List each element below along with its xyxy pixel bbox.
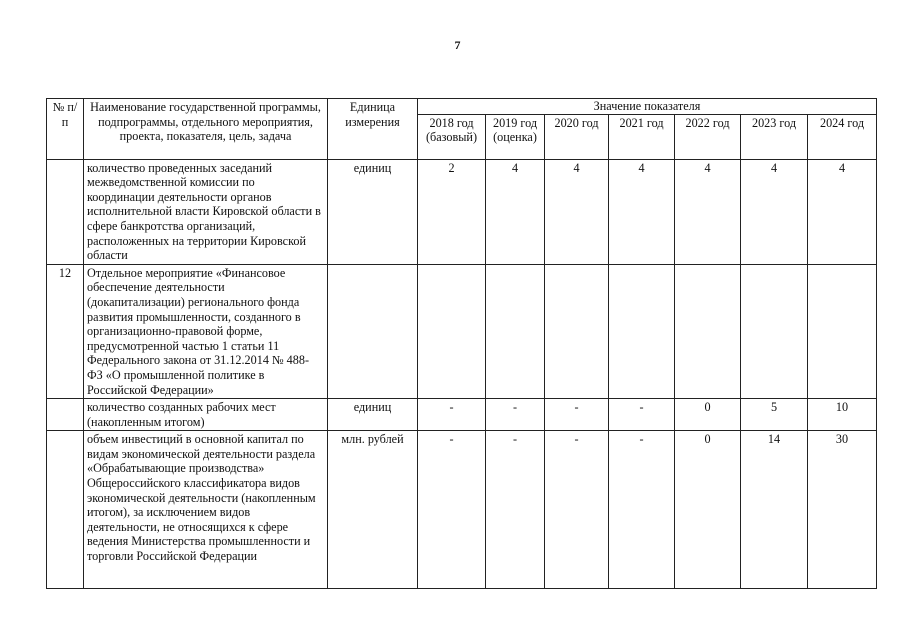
row-unit: млн. рублей [328,431,418,589]
row-value: 2 [418,159,486,264]
row-value: - [609,399,675,431]
header-year-2021: 2021 год [609,114,675,159]
row-value: 14 [741,431,808,589]
row-value: 4 [808,159,877,264]
row-value: - [545,431,609,589]
header-year-2018 [418,114,486,159]
row-num [47,159,84,264]
row-value: 0 [675,399,741,431]
year-note: (базовый) [425,130,478,145]
header-num: № п/п [47,99,84,160]
year-note: (оценка) [493,130,537,145]
header-year-2019 [486,114,545,159]
row-value: - [418,431,486,589]
row-name: Отдельное мероприятие «Финансовое обеспечение деятельности (докапитализации) регионального фонда развития промышленности, созданного в организационно-правовой форме, предусмотренной частью 1 статьи 11 Федерального закона от 31.12.2014 № 488-ФЗ «О промышленной политике в Российской Федерации» [84,264,328,398]
row-value [675,264,741,398]
header-unit: Единица измерения [328,99,418,160]
row-unit: единиц [328,159,418,264]
header-year-2024: 2024 год [808,114,877,159]
row-value: 4 [741,159,808,264]
row-value [808,264,877,398]
row-value: 30 [808,431,877,589]
row-num: 12 [47,264,84,398]
header-year-2022: 2022 год [675,114,741,159]
row-value: 10 [808,399,877,431]
row-num [47,431,84,589]
row-num [47,399,84,431]
row-value [486,264,545,398]
table-row [47,159,877,264]
row-unit: единиц [328,399,418,431]
header-year-2020: 2020 год [545,114,609,159]
row-value: - [609,431,675,589]
page-number: 7 [454,38,461,52]
row-value: - [486,399,545,431]
row-value: 5 [741,399,808,431]
year-label: 2018 год [429,115,474,130]
indicators-table [46,98,877,589]
row-name: объем инвестиций в основной капитал по видам экономической деятельности раздела «Обрабатывающие производства» Общероссийского классификатора видов экономической деятельности (накопленным итогом), за исключением видов деятельности, не относящихся к сфере ведения Министерства промышленности и торговли Российской Федерации [84,431,328,589]
header-year-2023: 2023 год [741,114,808,159]
table-row [47,399,877,431]
row-value [418,264,486,398]
table-row [47,264,877,398]
row-value: - [545,399,609,431]
header-name: Наименование государственной программы, подпрограммы, отдельного мероприятия, проекта, показателя, цель, задача [84,99,328,160]
row-unit [328,264,418,398]
row-value [545,264,609,398]
row-value: 4 [609,159,675,264]
year-label: 2019 год [492,115,538,130]
row-value: - [486,431,545,589]
header-value-group: Значение показателя [418,99,877,115]
row-value [741,264,808,398]
row-name: количество созданных рабочих мест (накопленным итогом) [84,399,328,431]
row-value [609,264,675,398]
row-value: - [418,399,486,431]
row-value: 0 [675,431,741,589]
header-row-1 [47,99,877,115]
row-value: 4 [545,159,609,264]
row-value: 4 [486,159,545,264]
row-value: 4 [675,159,741,264]
table-row [47,431,877,589]
row-name: количество проведенных заседаний межведомственной комиссии по координации деятельности органов исполнительной власти Кировской области в сфере банкротства организаций, расположенных на территории Кировской области [84,159,328,264]
